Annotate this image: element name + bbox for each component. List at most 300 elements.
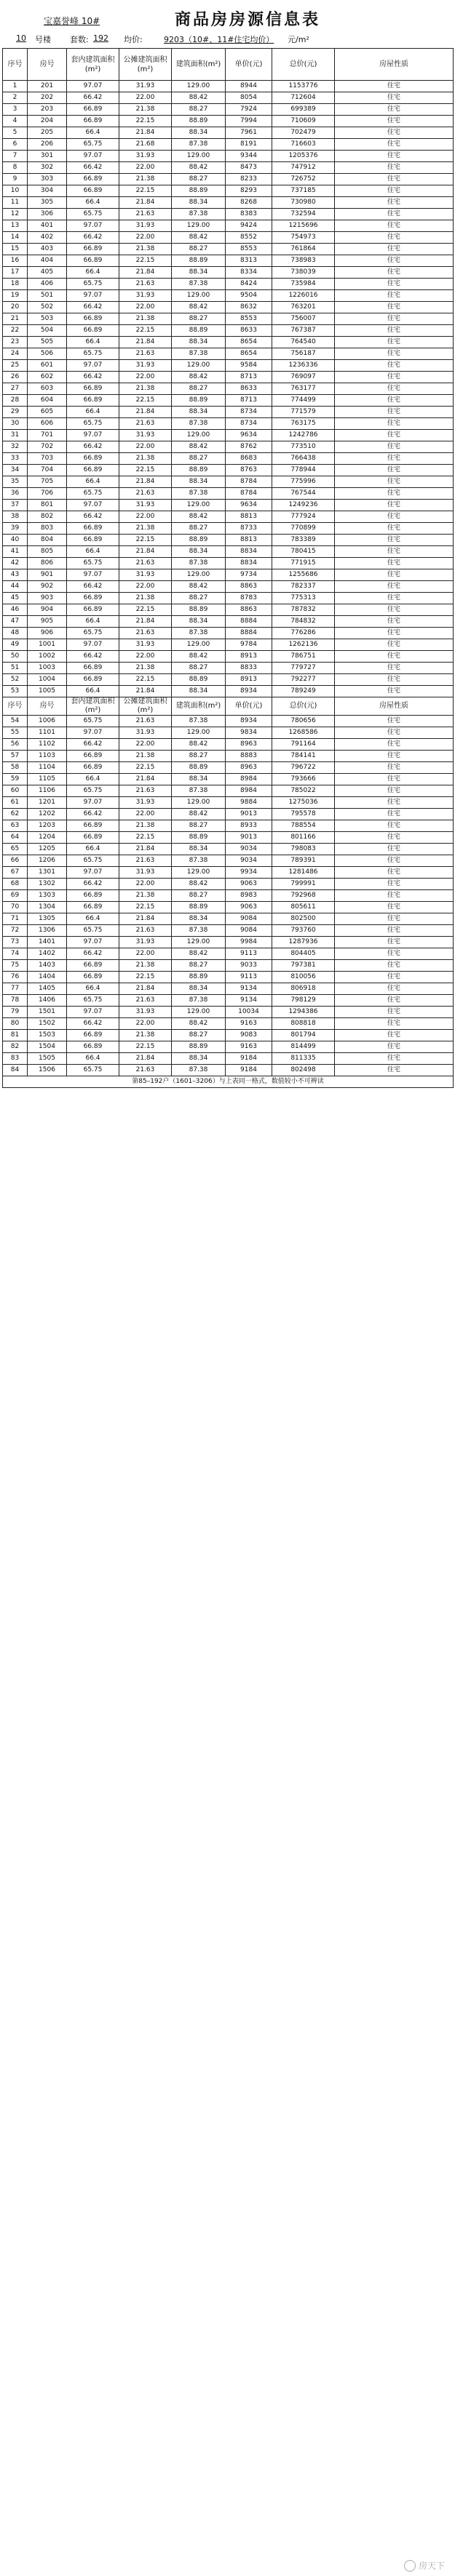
- cell-total-price: 712604: [272, 92, 335, 104]
- cell-property-type: 住宅: [335, 809, 454, 820]
- table-row: [3, 1030, 454, 1041]
- cell-total-area: 88.42: [172, 302, 226, 313]
- table-row: [3, 139, 454, 151]
- cell-index: 4: [3, 116, 28, 127]
- cell-room: 202: [28, 92, 67, 104]
- cell-total-price: 780415: [272, 546, 335, 558]
- cell-shared-area: 21.84: [119, 197, 172, 209]
- table-row: [3, 255, 454, 267]
- table-row: [3, 104, 454, 116]
- cell-unit-price: 9034: [226, 855, 272, 867]
- cell-unit-price: 7961: [226, 127, 272, 139]
- table-row: [3, 639, 454, 651]
- cell-property-type: 住宅: [335, 832, 454, 844]
- cell-total-area: 88.34: [172, 546, 226, 558]
- cell-property-type: 住宅: [335, 925, 454, 937]
- table-row: [3, 604, 454, 616]
- table-row: [3, 337, 454, 348]
- omitted-rows-note: [3, 1076, 454, 1088]
- cell-inner-area: 66.89: [67, 890, 119, 902]
- cell-unit-price: 8734: [226, 407, 272, 418]
- cell-unit-price: 8984: [226, 785, 272, 797]
- cell-total-area: 88.27: [172, 383, 226, 395]
- repeat-col-header-room: 房号: [28, 697, 67, 716]
- watermark-text: 房天下: [418, 2561, 445, 2571]
- cell-property-type: 住宅: [335, 279, 454, 290]
- cell-unit-price: 9163: [226, 1018, 272, 1030]
- cell-inner-area: 97.07: [67, 727, 119, 739]
- table-row: [3, 797, 454, 809]
- cell-shared-area: 21.38: [119, 174, 172, 185]
- cell-total-area: 88.89: [172, 674, 226, 686]
- cell-unit-price: 8913: [226, 674, 272, 686]
- cell-room: 1205: [28, 844, 67, 855]
- cell-total-price: 789391: [272, 855, 335, 867]
- cell-inner-area: 66.89: [67, 674, 119, 686]
- cell-unit-price: 8473: [226, 162, 272, 174]
- cell-property-type: 住宅: [335, 1030, 454, 1041]
- cell-inner-area: 66.89: [67, 1030, 119, 1041]
- cell-shared-area: 21.38: [119, 960, 172, 972]
- cell-room: 805: [28, 546, 67, 558]
- cell-total-area: 88.34: [172, 337, 226, 348]
- table-row: [3, 383, 454, 395]
- table-row: [3, 593, 454, 604]
- cell-shared-area: 31.93: [119, 797, 172, 809]
- table-row: [3, 209, 454, 220]
- cell-property-type: 住宅: [335, 739, 454, 751]
- table-row: [3, 902, 454, 913]
- col-header-room: 房号: [28, 49, 67, 81]
- cell-total-price: 775313: [272, 593, 335, 604]
- cell-room: 1104: [28, 762, 67, 774]
- cell-unit-price: 8553: [226, 244, 272, 255]
- cell-unit-price: 8934: [226, 716, 272, 727]
- cell-inner-area: 66.42: [67, 162, 119, 174]
- cell-inner-area: 97.07: [67, 220, 119, 232]
- cell-inner-area: 65.75: [67, 628, 119, 639]
- cell-index: 40: [3, 535, 28, 546]
- cell-property-type: 住宅: [335, 948, 454, 960]
- cell-total-area: 88.89: [172, 604, 226, 616]
- cell-total-price: 791164: [272, 739, 335, 751]
- cell-total-area: 88.42: [172, 809, 226, 820]
- cell-inner-area: 66.89: [67, 395, 119, 407]
- repeat-col-header-total-price: 总价(元): [272, 697, 335, 716]
- cell-total-area: 88.34: [172, 616, 226, 628]
- cell-inner-area: 66.89: [67, 604, 119, 616]
- cell-property-type: 住宅: [335, 220, 454, 232]
- cell-shared-area: 31.93: [119, 569, 172, 581]
- cell-shared-area: 22.15: [119, 535, 172, 546]
- cell-unit-price: 8383: [226, 209, 272, 220]
- cell-room: 1506: [28, 1065, 67, 1076]
- cell-total-area: 87.38: [172, 558, 226, 569]
- cell-total-area: 88.42: [172, 948, 226, 960]
- cell-inner-area: 66.89: [67, 820, 119, 832]
- cell-total-area: 88.42: [172, 511, 226, 523]
- avg-price-label: 均价:: [124, 35, 143, 44]
- table-row: [3, 569, 454, 581]
- cell-shared-area: 22.00: [119, 1018, 172, 1030]
- cell-total-area: 129.00: [172, 867, 226, 879]
- cell-unit-price: 9344: [226, 151, 272, 162]
- cell-total-price: 1249236: [272, 500, 335, 511]
- cell-property-type: 住宅: [335, 395, 454, 407]
- cell-index: 54: [3, 716, 28, 727]
- cell-total-area: 88.42: [172, 162, 226, 174]
- cell-total-area: 88.89: [172, 902, 226, 913]
- cell-property-type: 住宅: [335, 209, 454, 220]
- cell-unit-price: 8834: [226, 546, 272, 558]
- table-row: [3, 302, 454, 313]
- cell-total-area: 88.89: [172, 762, 226, 774]
- cell-unit-price: 9934: [226, 867, 272, 879]
- cell-inner-area: 65.75: [67, 855, 119, 867]
- cell-inner-area: 66.42: [67, 879, 119, 890]
- repeat-col-header-shared-area: 公摊建筑面积(m²): [119, 697, 172, 716]
- cell-total-area: 129.00: [172, 500, 226, 511]
- cell-shared-area: 21.84: [119, 127, 172, 139]
- cell-unit-price: 9134: [226, 995, 272, 1007]
- cell-inner-area: 66.42: [67, 302, 119, 313]
- cell-unit-price: 8734: [226, 418, 272, 430]
- avg-price-unit: 元/m²: [288, 35, 309, 44]
- cell-index: 1: [3, 81, 28, 92]
- cell-property-type: 住宅: [335, 139, 454, 151]
- cell-total-price: 702479: [272, 127, 335, 139]
- cell-property-type: 住宅: [335, 972, 454, 983]
- cell-total-price: 808818: [272, 1018, 335, 1030]
- table-row: [3, 867, 454, 879]
- cell-property-type: 住宅: [335, 639, 454, 651]
- cell-index: 2: [3, 92, 28, 104]
- cell-index: 30: [3, 418, 28, 430]
- cell-shared-area: 31.93: [119, 867, 172, 879]
- cell-index: 18: [3, 279, 28, 290]
- cell-shared-area: 21.84: [119, 407, 172, 418]
- cell-shared-area: 21.38: [119, 104, 172, 116]
- cell-room: 605: [28, 407, 67, 418]
- cell-unit-price: 9784: [226, 639, 272, 651]
- cell-total-price: 789249: [272, 686, 335, 697]
- cell-total-price: 795578: [272, 809, 335, 820]
- cell-property-type: 住宅: [335, 797, 454, 809]
- cell-unit-price: 8633: [226, 325, 272, 337]
- cell-inner-area: 66.89: [67, 255, 119, 267]
- cell-unit-price: 9184: [226, 1053, 272, 1065]
- cell-inner-area: 65.75: [67, 925, 119, 937]
- cell-total-area: 87.38: [172, 488, 226, 500]
- cell-room: 502: [28, 302, 67, 313]
- cell-property-type: 住宅: [335, 628, 454, 639]
- cell-room: 706: [28, 488, 67, 500]
- cell-property-type: 住宅: [335, 716, 454, 727]
- table-row: [3, 500, 454, 511]
- cell-total-area: 88.27: [172, 960, 226, 972]
- cell-property-type: 住宅: [335, 418, 454, 430]
- cell-total-area: 129.00: [172, 1007, 226, 1018]
- cell-shared-area: 22.00: [119, 372, 172, 383]
- table-row: [3, 716, 454, 727]
- cell-total-price: 785022: [272, 785, 335, 797]
- cell-room: 1404: [28, 972, 67, 983]
- cell-room: 905: [28, 616, 67, 628]
- cell-property-type: 住宅: [335, 785, 454, 797]
- cell-shared-area: 21.63: [119, 628, 172, 639]
- cell-property-type: 住宅: [335, 616, 454, 628]
- col-header-index: 序号: [3, 49, 28, 81]
- table-row: [3, 535, 454, 546]
- cell-room: 705: [28, 476, 67, 488]
- cell-shared-area: 21.63: [119, 716, 172, 727]
- cell-index: 47: [3, 616, 28, 628]
- cell-room: 504: [28, 325, 67, 337]
- cell-inner-area: 97.07: [67, 569, 119, 581]
- cell-index: 53: [3, 686, 28, 697]
- cell-index: 35: [3, 476, 28, 488]
- cell-index: 56: [3, 739, 28, 751]
- cell-total-price: 1242786: [272, 430, 335, 441]
- cell-total-price: 726752: [272, 174, 335, 185]
- cell-room: 1306: [28, 925, 67, 937]
- cell-index: 36: [3, 488, 28, 500]
- cell-index: 66: [3, 855, 28, 867]
- table-row: [3, 279, 454, 290]
- cell-inner-area: 97.07: [67, 81, 119, 92]
- cell-unit-price: 9184: [226, 1065, 272, 1076]
- cell-index: 49: [3, 639, 28, 651]
- meta-row: [0, 33, 455, 47]
- cell-inner-area: 66.89: [67, 960, 119, 972]
- cell-room: 1304: [28, 902, 67, 913]
- cell-inner-area: 66.42: [67, 581, 119, 593]
- cell-room: 203: [28, 104, 67, 116]
- cell-unit-price: 8783: [226, 593, 272, 604]
- cell-inner-area: 65.75: [67, 558, 119, 569]
- cell-unit-price: 9834: [226, 727, 272, 739]
- cell-property-type: 住宅: [335, 995, 454, 1007]
- cell-shared-area: 22.00: [119, 232, 172, 244]
- cell-inner-area: 65.75: [67, 279, 119, 290]
- table-row: [3, 774, 454, 785]
- table-row: [3, 663, 454, 674]
- cell-room: 1202: [28, 809, 67, 820]
- cell-total-price: 771579: [272, 407, 335, 418]
- cell-index: 74: [3, 948, 28, 960]
- cell-shared-area: 21.38: [119, 751, 172, 762]
- cell-inner-area: 66.42: [67, 948, 119, 960]
- table-row: [3, 937, 454, 948]
- cell-total-price: 763175: [272, 418, 335, 430]
- cell-room: 701: [28, 430, 67, 441]
- cell-index: 27: [3, 383, 28, 395]
- cell-unit-price: 8313: [226, 255, 272, 267]
- cell-property-type: 住宅: [335, 674, 454, 686]
- cell-unit-price: 8933: [226, 820, 272, 832]
- cell-total-price: 767544: [272, 488, 335, 500]
- cell-room: 304: [28, 185, 67, 197]
- cell-shared-area: 22.00: [119, 92, 172, 104]
- cell-unit-price: 8863: [226, 604, 272, 616]
- cell-property-type: 住宅: [335, 162, 454, 174]
- cell-unit-price: 8944: [226, 81, 272, 92]
- cell-total-area: 88.42: [172, 581, 226, 593]
- cell-index: 32: [3, 441, 28, 453]
- cell-inner-area: 97.07: [67, 937, 119, 948]
- cell-total-area: 88.34: [172, 1053, 226, 1065]
- title-row: [0, 6, 455, 32]
- cell-total-area: 88.27: [172, 663, 226, 674]
- cell-total-price: 774499: [272, 395, 335, 407]
- cell-property-type: 住宅: [335, 902, 454, 913]
- table-row: [3, 127, 454, 139]
- table-row: [3, 890, 454, 902]
- cell-total-price: 756007: [272, 313, 335, 325]
- table-row: [3, 441, 454, 453]
- cell-shared-area: 22.15: [119, 116, 172, 127]
- cell-room: 206: [28, 139, 67, 151]
- cell-total-area: 88.89: [172, 972, 226, 983]
- cell-unit-price: 8713: [226, 395, 272, 407]
- cell-index: 79: [3, 1007, 28, 1018]
- cell-shared-area: 21.84: [119, 774, 172, 785]
- cell-shared-area: 21.84: [119, 844, 172, 855]
- cell-room: 302: [28, 162, 67, 174]
- table-row: [3, 418, 454, 430]
- cell-property-type: 住宅: [335, 651, 454, 663]
- cell-inner-area: 97.07: [67, 360, 119, 372]
- cell-total-price: 761864: [272, 244, 335, 255]
- table-row: [3, 185, 454, 197]
- cell-inner-area: 66.89: [67, 313, 119, 325]
- cell-property-type: 住宅: [335, 151, 454, 162]
- table-row: [3, 476, 454, 488]
- cell-total-price: 779727: [272, 663, 335, 674]
- cell-property-type: 住宅: [335, 290, 454, 302]
- cell-unit-price: 8984: [226, 774, 272, 785]
- cell-property-type: 住宅: [335, 523, 454, 535]
- cell-unit-price: 8632: [226, 302, 272, 313]
- cell-unit-price: 8054: [226, 92, 272, 104]
- cell-total-area: 88.27: [172, 104, 226, 116]
- cell-index: 39: [3, 523, 28, 535]
- cell-inner-area: 97.07: [67, 639, 119, 651]
- table-row: [3, 523, 454, 535]
- cell-total-price: 814499: [272, 1041, 335, 1053]
- cell-total-price: 735984: [272, 279, 335, 290]
- cell-shared-area: 21.38: [119, 523, 172, 535]
- cell-property-type: 住宅: [335, 774, 454, 785]
- cell-shared-area: 22.15: [119, 465, 172, 476]
- cell-property-type: 住宅: [335, 116, 454, 127]
- cell-total-area: 129.00: [172, 727, 226, 739]
- table-row: [3, 430, 454, 441]
- cell-unit-price: 8813: [226, 535, 272, 546]
- cell-total-area: 88.42: [172, 1018, 226, 1030]
- cell-unit-price: 8233: [226, 174, 272, 185]
- cell-shared-area: 31.93: [119, 937, 172, 948]
- table-row: [3, 628, 454, 639]
- cell-inner-area: 66.89: [67, 465, 119, 476]
- cell-room: 601: [28, 360, 67, 372]
- cell-shared-area: 22.00: [119, 948, 172, 960]
- cell-inner-area: 66.42: [67, 739, 119, 751]
- cell-inner-area: 66.4: [67, 913, 119, 925]
- cell-total-area: 88.27: [172, 751, 226, 762]
- cell-inner-area: 97.07: [67, 797, 119, 809]
- repeat-col-header-property-type: 房屋性质: [335, 697, 454, 716]
- cell-total-area: 88.42: [172, 739, 226, 751]
- cell-total-price: 763201: [272, 302, 335, 313]
- cell-room: 505: [28, 337, 67, 348]
- cell-index: 83: [3, 1053, 28, 1065]
- cell-shared-area: 21.38: [119, 890, 172, 902]
- cell-shared-area: 22.00: [119, 162, 172, 174]
- table-row: [3, 1041, 454, 1053]
- cell-room: 1503: [28, 1030, 67, 1041]
- cell-unit-price: 9163: [226, 1041, 272, 1053]
- cell-inner-area: 97.07: [67, 290, 119, 302]
- col-header-shared-area: 公摊建筑面积(m²): [119, 49, 172, 81]
- cell-shared-area: 21.63: [119, 925, 172, 937]
- cell-total-price: 777924: [272, 511, 335, 523]
- cell-index: 31: [3, 430, 28, 441]
- table-row: [3, 151, 454, 162]
- cell-room: 604: [28, 395, 67, 407]
- cell-shared-area: 21.84: [119, 616, 172, 628]
- cell-index: 7: [3, 151, 28, 162]
- cell-unit-price: 8191: [226, 139, 272, 151]
- cell-total-price: 786751: [272, 651, 335, 663]
- cell-room: 906: [28, 628, 67, 639]
- cell-shared-area: 21.38: [119, 1030, 172, 1041]
- cell-total-area: 87.38: [172, 855, 226, 867]
- cell-total-price: 716603: [272, 139, 335, 151]
- cell-index: 80: [3, 1018, 28, 1030]
- cell-inner-area: 65.75: [67, 418, 119, 430]
- cell-unit-price: 9034: [226, 844, 272, 855]
- cell-room: 406: [28, 279, 67, 290]
- cell-property-type: 住宅: [335, 855, 454, 867]
- cell-room: 204: [28, 116, 67, 127]
- table-row: [3, 820, 454, 832]
- cell-index: 28: [3, 395, 28, 407]
- cell-index: 50: [3, 651, 28, 663]
- cell-property-type: 住宅: [335, 104, 454, 116]
- table-row: [3, 244, 454, 255]
- cell-unit-price: 9504: [226, 290, 272, 302]
- cell-index: 61: [3, 797, 28, 809]
- cell-room: 1201: [28, 797, 67, 809]
- cell-inner-area: 66.42: [67, 232, 119, 244]
- cell-total-price: 801794: [272, 1030, 335, 1041]
- cell-total-price: 754973: [272, 232, 335, 244]
- cell-unit-price: 8963: [226, 739, 272, 751]
- cell-property-type: 住宅: [335, 232, 454, 244]
- cell-room: 1501: [28, 1007, 67, 1018]
- cell-shared-area: 21.38: [119, 313, 172, 325]
- cell-index: 22: [3, 325, 28, 337]
- cell-shared-area: 31.93: [119, 500, 172, 511]
- cell-unit-price: 8268: [226, 197, 272, 209]
- cell-total-price: 773510: [272, 441, 335, 453]
- cell-room: 201: [28, 81, 67, 92]
- cell-total-price: 771915: [272, 558, 335, 569]
- cell-total-area: 88.34: [172, 197, 226, 209]
- cell-total-area: 87.38: [172, 1065, 226, 1076]
- cell-total-area: 129.00: [172, 151, 226, 162]
